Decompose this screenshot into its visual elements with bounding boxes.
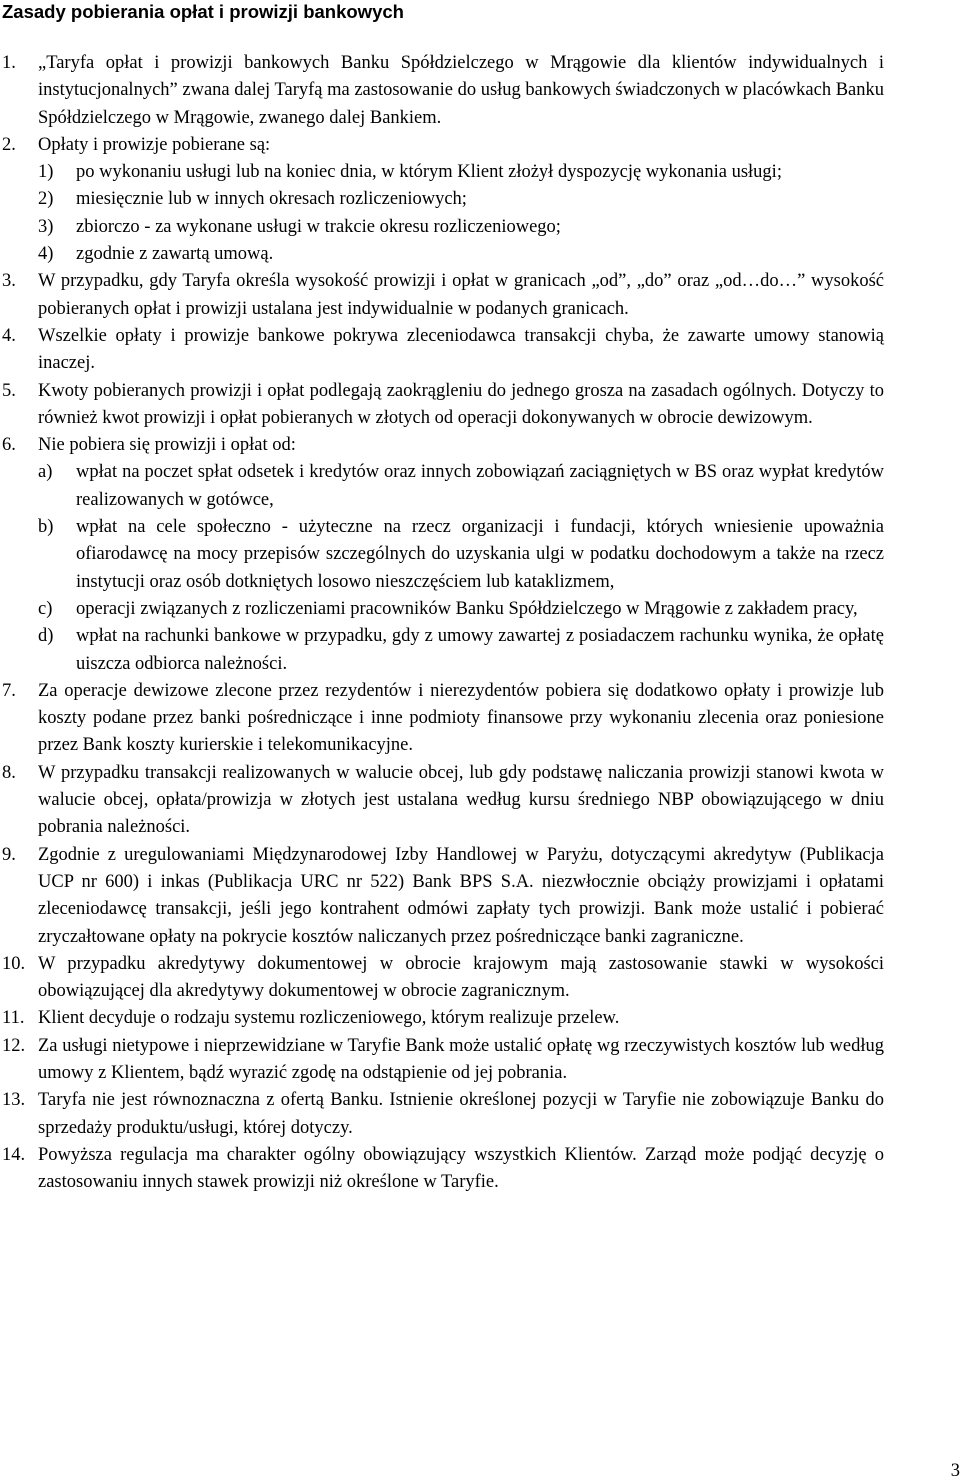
list-item-text: Taryfa nie jest równoznaczna z ofertą Banku. Istnienie określonej pozycji w Taryfie nie zobowiązuje Banku do sprzedaży produktu/usługi, której dotyczy.	[38, 1090, 884, 1138]
list-item-text: Za operacje dewizowe zlecone przez rezydentów i nierezydentów pobiera się dodatkowo opłaty i prowizje lub koszty podane przez banki pośredniczące i inne podmioty finansowe przy wykonaniu zlecenia oraz poniesione przez Bank koszty kurierskie i telekomunikacyjne.	[38, 680, 884, 756]
list-item-number: 11.	[2, 1008, 25, 1029]
list-item-number: 7.	[2, 680, 16, 701]
sub-item-text: miesięcznie lub w innych okresach rozliczeniowych;	[76, 189, 467, 210]
list-item	[0, 432, 884, 678]
list-item	[0, 323, 884, 378]
rules-list	[0, 50, 960, 1196]
list-item	[0, 1142, 884, 1197]
list-item	[0, 678, 884, 760]
list-item-number: 4.	[2, 325, 16, 346]
sub-item-text: wpłat na rachunki bankowe w przypadku, gdy z umowy zawartej z posiadaczem rachunku wynika, że opłatę uiszcza odbiorca należności.	[76, 626, 884, 674]
sub-item	[0, 596, 884, 623]
sub-item-text: wpłat na cele społeczno - użyteczne na rzecz organizacji i fundacji, których wniesienie upoważnia ofiarodawcę na mocy przepisów szczególnych do uzyskania ulgi w podatku dochodowym a także na rzecz instytucji oraz osób dotkniętych losowo nieszczęściem lub kataklizmem,	[76, 517, 884, 592]
sub-item-number: d)	[38, 626, 54, 647]
list-item-text: Opłaty i prowizje pobierane są:	[38, 134, 271, 155]
list-item	[0, 760, 884, 842]
sub-item-number: 1)	[38, 162, 54, 183]
list-item-text: Powyższa regulacja ma charakter ogólny obowiązujący wszystkich Klientów. Zarząd może podjąć decyzję o zastosowaniu innych stawek prowizji niż określone w Taryfie.	[38, 1144, 884, 1193]
list-item-text: W przypadku, gdy Taryfa określa wysokość prowizji i opłat w granicach „od”, „do” oraz „od…do…” wysokość pobieranych opłat i prowizji ustalana jest indywidualnie w podanych granicach.	[38, 271, 884, 319]
sub-item-text: zgodnie z zawartą umową.	[76, 244, 274, 265]
list-item-text: Za usługi nietypowe i nieprzewidziane w Taryfie Bank może ustalić opłatę wg rzeczywistych kosztów lub według umowy z Klientem, bądź wyrazić zgodę na odstąpienie od jej pobrania.	[38, 1035, 884, 1083]
sub-item-text: po wykonaniu usługi lub na koniec dnia, w którym Klient złożył dyspozycję wykonania usługi;	[76, 162, 782, 183]
list-item-text: W przypadku transakcji realizowanych w walucie obcej, lub gdy podstawę naliczania prowizji stanowi kwota w walucie obcej, opłata/prowizja w złotych jest ustalana według kursu średniego NBP obowiązującego w dniu pobrania należności.	[38, 762, 884, 838]
list-item-number: 10.	[2, 953, 26, 974]
list-item-text: W przypadku akredytywy dokumentowej w obrocie krajowym mają zastosowanie stawki w wysokości obowiązującej dla akredytywy dokumentowej w obrocie zagranicznym.	[38, 953, 884, 1002]
list-item-number: 1.	[2, 53, 16, 73]
list-item	[0, 842, 884, 951]
list-item	[0, 132, 884, 268]
sub-item	[0, 159, 884, 186]
list-item-text: Wszelkie opłaty i prowizje bankowe pokrywa zleceniodawca transakcji chyba, że zawarte umowy stanowią inaczej.	[38, 325, 884, 374]
list-item	[0, 951, 884, 1006]
list-item	[0, 50, 884, 132]
list-item	[0, 378, 884, 433]
page-number: 3	[950, 1461, 960, 1481]
list-item-number: 3.	[2, 271, 16, 292]
sub-item-number: c)	[38, 598, 53, 619]
list-item-number: 12.	[2, 1035, 26, 1056]
sub-item	[0, 623, 884, 678]
list-item-text: Nie pobiera się prowizji i opłat od:	[38, 435, 296, 456]
list-item	[0, 1087, 884, 1142]
list-item-number: 14.	[2, 1144, 26, 1165]
sub-item-text: operacji związanych z rozliczeniami pracowników Banku Spółdzielczego w Mrągowie z zakładem pracy,	[76, 598, 858, 619]
list-item-number: 9.	[2, 844, 16, 865]
list-item	[0, 268, 884, 323]
list-item	[0, 1005, 884, 1032]
sub-item-number: 4)	[38, 244, 54, 265]
sub-item-number: a)	[38, 462, 53, 483]
sub-item-number: b)	[38, 517, 54, 538]
list-item-text: Klient decyduje o rodzaju systemu rozliczeniowego, którym realizuje przelew.	[38, 1008, 620, 1029]
sub-item	[0, 514, 884, 596]
list-item-number: 2.	[2, 134, 16, 155]
list-item-number: 8.	[2, 762, 16, 783]
list-item-number: 13.	[2, 1090, 26, 1111]
list-item-text: Zgodnie z uregulowaniami Międzynarodowej Izby Handlowej w Paryżu, dotyczącymi akredytyw (Publikacja UCP nr 600) i inkas (Publikacja URC nr 522) Bank BPS S.A. niezwłocznie obciąży prowizjami i opłatami zleceniodawcę transakcji, jeśli jego kontrahent odmówi zapłaty tych prowizji. Bank może ustalić i pobierać zryczałtowane opłaty na pokrycie kosztów naliczanych przez pośredniczące banki zagraniczne.	[38, 844, 884, 947]
list-item-number: 6.	[2, 435, 16, 456]
sub-item-text: zbiorczo - za wykonane usługi w trakcie okresu rozliczeniowego;	[76, 216, 561, 237]
page-title: Zasady pobierania opłat i prowizji bankowych	[2, 1, 404, 22]
sub-item	[0, 186, 884, 213]
sub-item-text: wpłat na poczet spłat odsetek i kredytów oraz innych zobowiązań zaciągniętych w BS oraz wypłat kredytów realizowanych w gotówce,	[76, 462, 884, 510]
sub-item	[0, 241, 884, 268]
list-item-number: 5.	[2, 380, 16, 401]
list-item-text: Kwoty pobieranych prowizji i opłat podlegają zaokrągleniu do jednego grosza na zasadach ogólnych. Dotyczy to również kwot prowizji i opłat pobieranych w złotych od operacji dokonywanych w obrocie dewizowym.	[38, 380, 884, 428]
list-item-text: „Taryfa opłat i prowizji bankowych Banku Spółdzielczego w Mrągowie dla klientów indywidualnych i instytucjonalnych” zwana dalej Taryfą ma zastosowanie do usług bankowych świadczonych w placówkach Banku Spółdzielczego w Mrągowie, zwanego dalej Bankiem.	[38, 53, 885, 128]
sub-item	[0, 214, 884, 241]
sub-item	[0, 459, 884, 514]
list-item	[0, 1033, 884, 1088]
sub-item-number: 2)	[38, 189, 54, 210]
sub-item-number: 3)	[38, 216, 54, 237]
